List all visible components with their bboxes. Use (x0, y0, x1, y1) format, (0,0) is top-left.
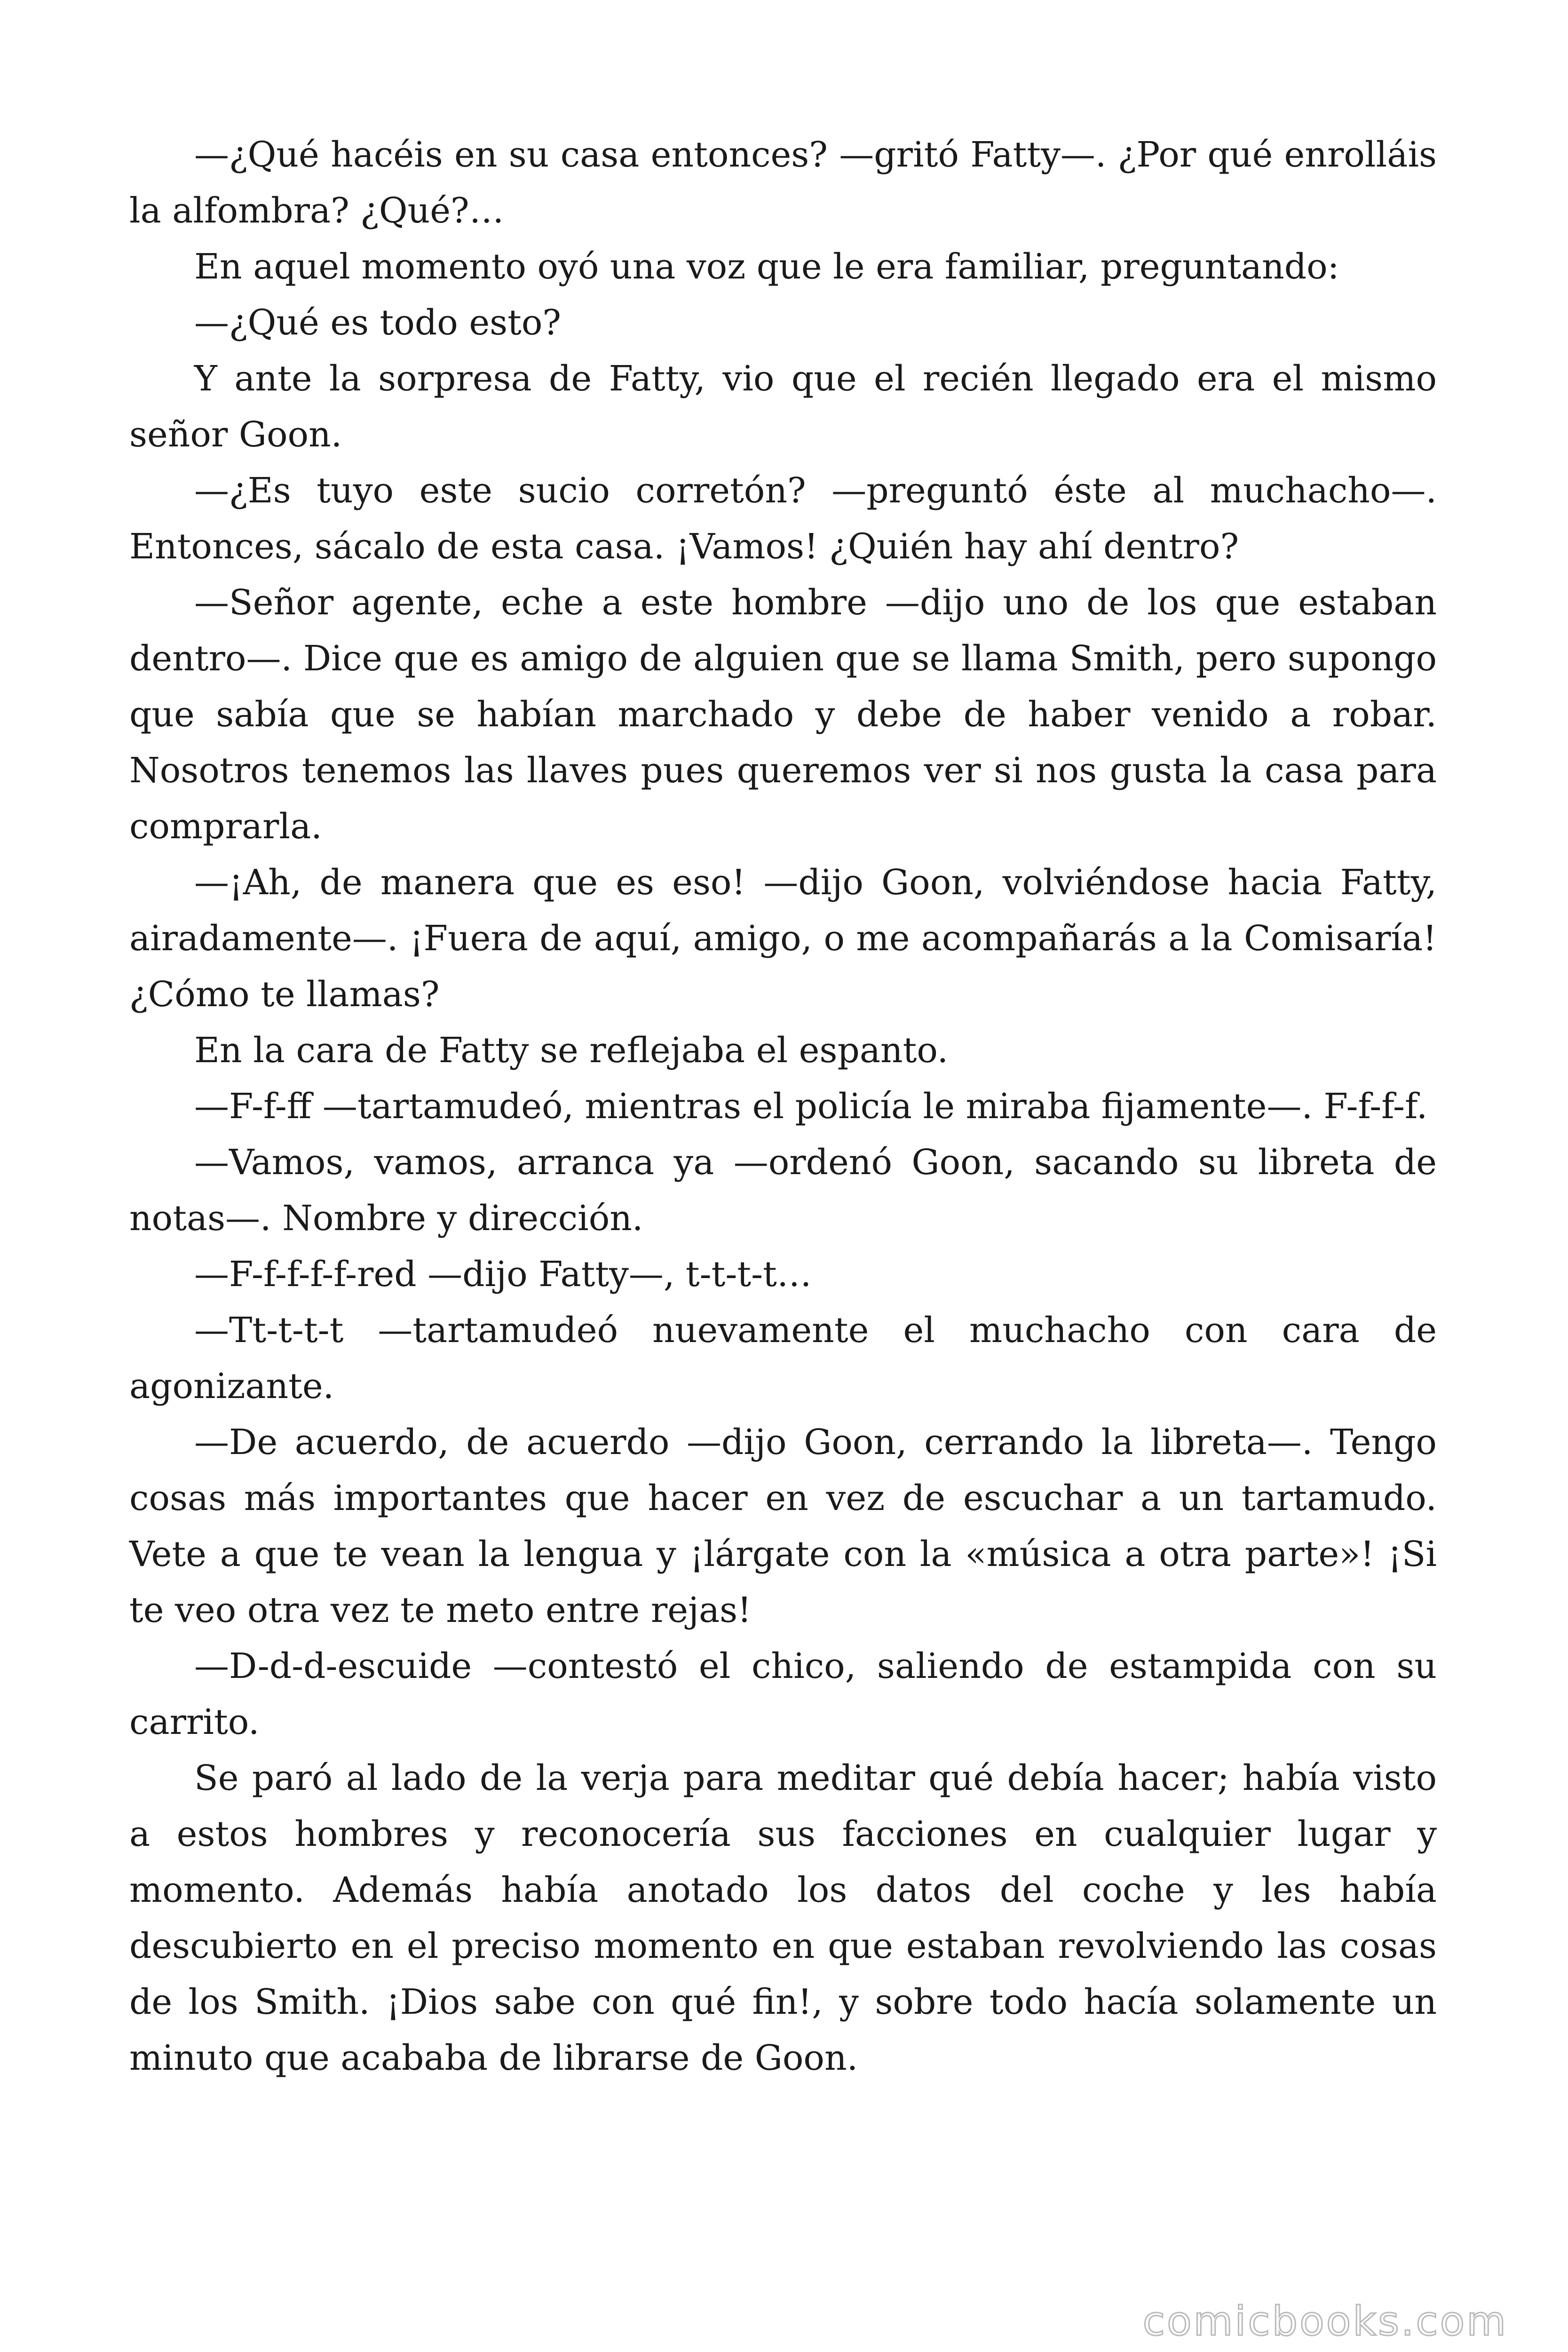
paragraph: Se paró al lado de la verja para meditar qué debía hacer; había visto a estos hombres y reconocería sus facciones en cualquier lugar y momento. Además había anotado los datos del coche y les había descubierto en el preciso momento en que estaban revolviendo las cosas de los Smith. ¡Dios sabe con qué fin!, y sobre todo hacía solamente un minuto que acababa de librarse de Goon. (129, 1758, 1437, 2078)
paragraph: —¿Qué es todo esto? (194, 302, 562, 343)
paragraph: —Vamos, vamos, arranca ya —ordenó Goon, sacando su libreta de notas—. Nombre y dirección. (129, 1142, 1437, 1239)
paragraph: —¿Qué hacéis en su casa entonces? —gritó Fatty—. ¿Por qué enrolláis la alfombra? ¿Qué?… (129, 135, 1437, 231)
paragraph: —¡Ah, de manera que es eso! —dijo Goon, volviéndose hacia Fatty, airadamente—. ¡Fuera de aquí, amigo, o me acompañarás a la Comisaría! ¿Cómo te llamas? (129, 862, 1437, 1015)
paragraph: En aquel momento oyó una voz que le era familiar, preguntando: (194, 246, 1339, 287)
watermark: comicbooks.com (1142, 2298, 1508, 2345)
paragraph: —F-f-ff —tartamudeó, mientras el policía le miraba fijamente—. F-f-f-f. (194, 1086, 1428, 1127)
paragraph: En la cara de Fatty se reflejaba el espanto. (194, 1030, 949, 1071)
paragraph: —D-d-d-escuide —contestó el chico, saliendo de estampida con su carrito. (129, 1646, 1437, 1742)
paragraph: —De acuerdo, de acuerdo —dijo Goon, cerrando la libreta—. Tengo cosas más importantes que hacer en vez de escuchar a un tartamudo. Vete a que te vean la lengua y ¡lárgate con la «música a otra parte»! ¡Si te veo otra vez te meto entre rejas! (129, 1422, 1437, 1630)
paragraph: —¿Es tuyo este sucio corretón? —preguntó éste al muchacho—. Entonces, sácalo de esta casa. ¡Vamos! ¿Quién hay ahí dentro? (129, 470, 1437, 567)
paragraph: —Tt-t-t-t —tartamudeó nuevamente el muchacho con cara de agonizante. (129, 1310, 1437, 1406)
paragraph: Y ante la sorpresa de Fatty, vio que el recién llegado era el mismo señor Goon. (129, 358, 1437, 455)
body-text (129, 127, 1437, 2086)
paragraph: —Señor agente, eche a este hombre —dijo uno de los que estaban dentro—. Dice que es amigo de alguien que se llama Smith, pero supongo que sabía que se habían marchado y debe de haber venido a robar. Nosotros tenemos las llaves pues queremos ver si nos gusta la casa para comprarla. (129, 582, 1437, 847)
paragraph: —F-f-f-f-f-red —dijo Fatty—, t-t-t-t… (194, 1254, 812, 1295)
